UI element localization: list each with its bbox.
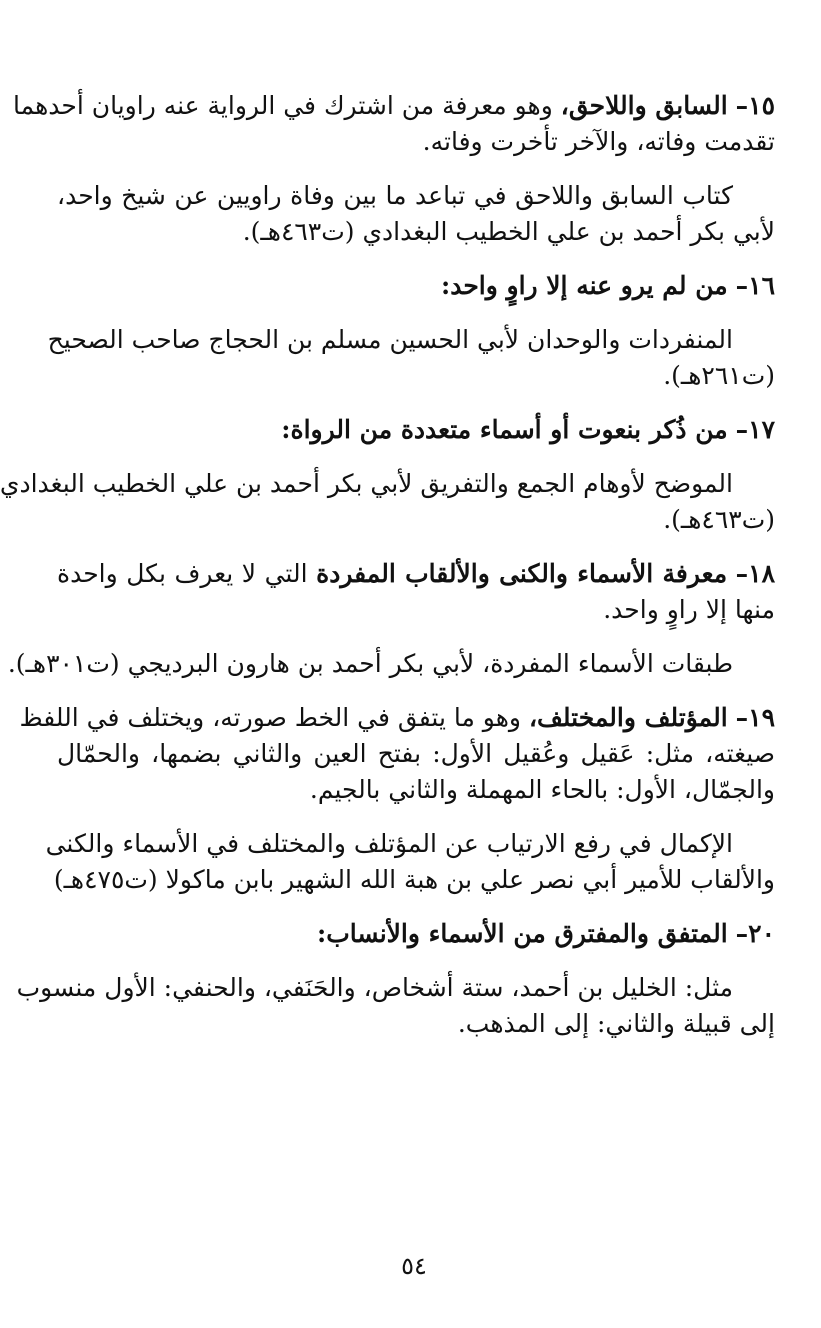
entry-18-book-line-1: طبقات الأسماء المفردة، لأبي بكر أحمد بن هارون البرديجي (ت٣٠١هـ). xyxy=(7,649,733,678)
entry-20-line-1 xyxy=(57,916,775,952)
entry-19-book-line-2: والألقاب للأمير أبي نصر علي بن هبة الله الشهير بابن ماكولا (ت٤٧٥هـ) xyxy=(53,865,775,894)
entry-number: ١٩– xyxy=(735,703,775,732)
entry-18 xyxy=(7,556,776,682)
entry-heading: السابق واللاحق، xyxy=(560,91,728,120)
entry-19-line-3: والجمّال، الأول: بالحاء المهملة والثاني بالجيم. xyxy=(309,775,775,804)
entry-heading: من لم يرو عنه إلا راوٍ واحد: xyxy=(440,271,728,300)
entry-definition: وهو معرفة من اشترك في الرواية عنه راويان أحدهما xyxy=(13,91,553,120)
entry-17-book-line-1: الموضح لأوهام الجمع والتفريق لأبي بكر أحمد بن علي الخطيب البغدادي xyxy=(0,469,733,498)
entry-number: ١٨– xyxy=(735,559,776,588)
entry-heading: من ذُكر بنعوت أو أسماء متعددة من الرواة: xyxy=(281,415,728,444)
entry-number: ٢٠– xyxy=(735,919,775,948)
entry-16 xyxy=(47,268,775,394)
entry-17 xyxy=(0,412,775,538)
entry-number: ١٦– xyxy=(735,271,775,300)
entry-17-book-line-2: (ت٤٦٣هـ). xyxy=(663,505,775,534)
entry-20-book-line-1: مثل: الخليل بن أحمد، ستة أشخاص، والحَنَفي، والحنفي: الأول منسوب xyxy=(16,973,733,1002)
entry-16-book-line-2: (ت٢٦١هـ). xyxy=(663,361,775,390)
entry-definition: وهو ما يتفق في الخط صورته، ويختلف في اللفظ xyxy=(19,703,521,732)
entry-15 xyxy=(13,88,775,250)
entry-15-line-1 xyxy=(13,88,775,124)
entry-number: ١٧– xyxy=(735,415,775,444)
entry-19-book-line-1: الإكمال في رفع الارتياب عن المؤتلف والمختلف في الأسماء والكنى xyxy=(45,829,733,858)
entry-heading: المؤتلف والمختلف، xyxy=(528,703,728,732)
entry-heading: معرفة الأسماء والكنى والألقاب المفردة xyxy=(316,559,728,588)
entry-17-line-1 xyxy=(57,412,775,448)
entry-20-book-line-2: إلى قبيلة والثاني: إلى المذهب. xyxy=(457,1009,775,1038)
entry-19-line-1 xyxy=(19,700,775,736)
entry-16-line-1 xyxy=(57,268,775,304)
entry-15-book-line-2: لأبي بكر أحمد بن علي الخطيب البغدادي (ت٤٦٣هـ). xyxy=(242,217,775,246)
page-number: ٥٤ xyxy=(401,1252,427,1280)
entry-19-line-2: صيغته، مثل: عَقيل وعُقيل الأول: بفتح العين والثاني بضمها، والحمّال xyxy=(57,739,775,768)
entry-19 xyxy=(19,700,775,898)
entry-number: ١٥– xyxy=(735,91,775,120)
entry-heading: المتفق والمفترق من الأسماء والأنساب: xyxy=(317,919,728,948)
page-body xyxy=(0,88,776,1328)
entry-15-line-2: تقدمت وفاته، والآخر تأخرت وفاته. xyxy=(422,127,775,156)
entry-18-line-1 xyxy=(57,556,775,592)
entry-18-line-2: منها إلا راوٍ واحد. xyxy=(603,595,775,624)
entry-15-book-line-1: كتاب السابق واللاحق في تباعد ما بين وفاة راويين عن شيخ واحد، xyxy=(57,181,733,210)
entry-16-book-line-1: المنفردات والوحدان لأبي الحسين مسلم بن الحجاج صاحب الصحيح xyxy=(47,325,733,354)
entry-20 xyxy=(16,916,775,1042)
entry-definition: التي لا يعرف بكل واحدة xyxy=(57,559,308,588)
